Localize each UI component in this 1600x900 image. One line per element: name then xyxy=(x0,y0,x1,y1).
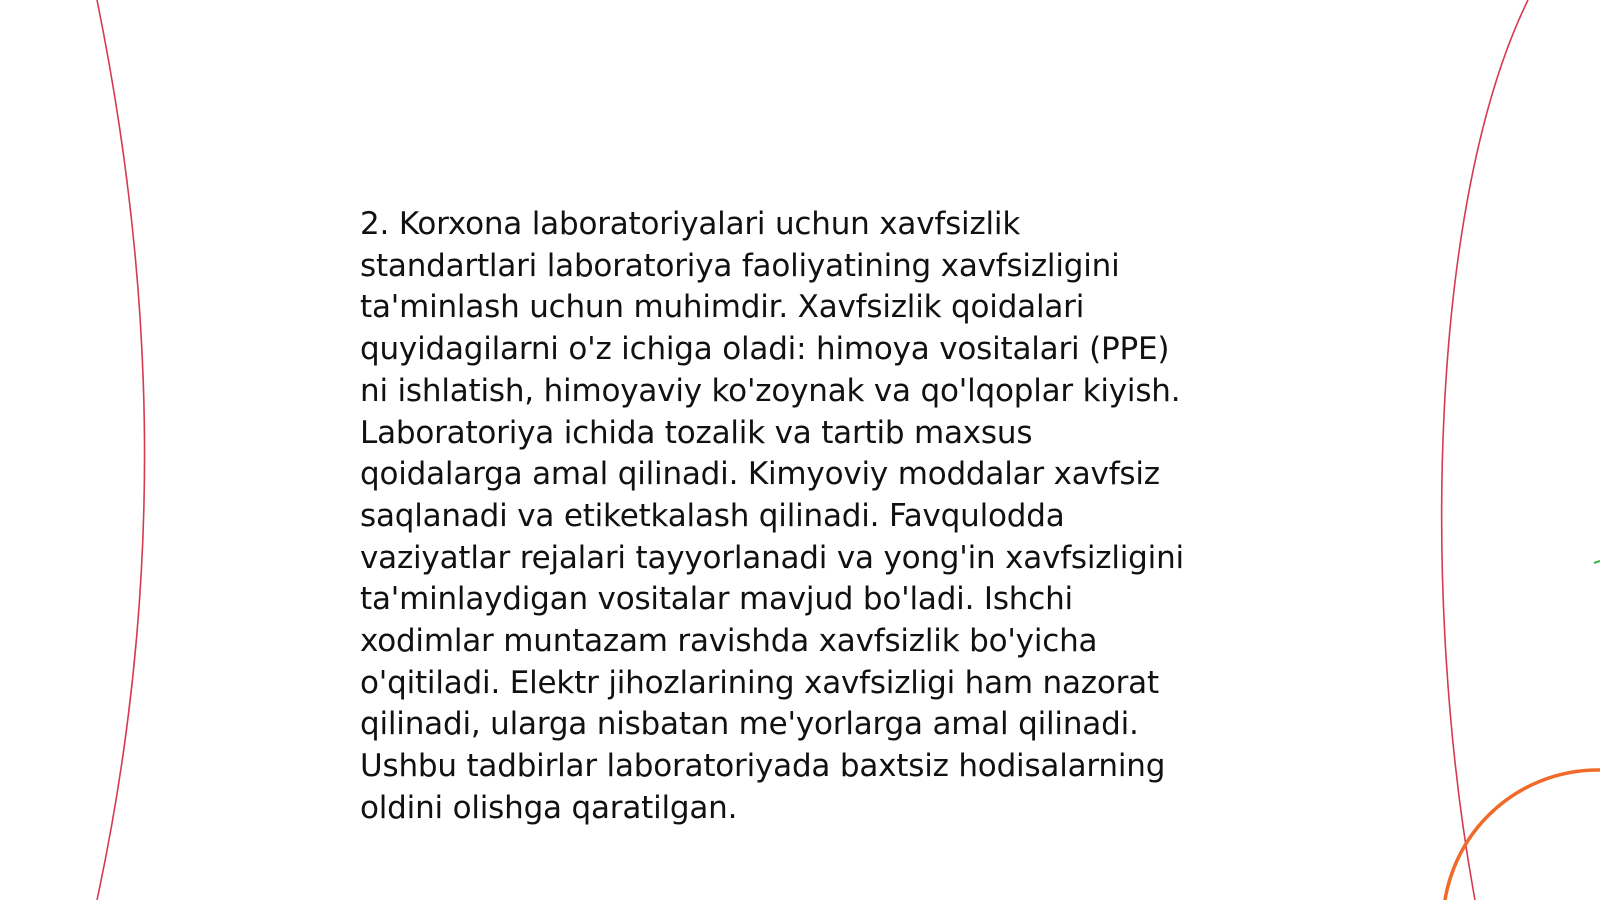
text-line: 2. Korxona laboratoriyalari uchun xavfsizlik xyxy=(360,206,1021,242)
text-line: standartlari laboratoriya faoliyatining xavfsizligini xyxy=(360,247,1120,284)
text-line: saqlanadi va etiketkalash qilinadi. Favqulodda xyxy=(360,497,1065,534)
text-line: Laboratoriya ichida tozalik va tartib maxsus xyxy=(360,414,1033,451)
right-decorative-curve xyxy=(1442,0,1528,900)
text-line: ta'minlaydigan vositalar mavjud bo'ladi. Ishchi xyxy=(360,581,1073,618)
text-line: quyidagilarni o'z ichiga oladi: himoya vositalari (PPE) xyxy=(360,331,1170,368)
text-line: vaziyatlar rejalari tayyorlanadi va yong'in xavfsizligini xyxy=(360,539,1184,576)
text-line: oldini olishga qaratilgan. xyxy=(360,789,738,826)
text-line: o'qitiladi. Elektr jihozlarining xavfsizligi ham nazorat xyxy=(360,664,1159,701)
left-decorative-curve xyxy=(97,0,145,900)
text-line: ni ishlatish, himoyaviy ko'zoynak va qo'lqoplar kiyish. xyxy=(360,372,1181,409)
orange-decorative-circle xyxy=(1443,770,1600,900)
slide-body-text xyxy=(360,204,1240,830)
text-line: qilinadi, ularga nisbatan me'yorlarga amal qilinadi. xyxy=(360,706,1139,743)
text-line: ta'minlash uchun muhimdir. Xavfsizlik qoidalari xyxy=(360,289,1085,326)
text-line: Ushbu tadbirlar laboratoriyada baxtsiz hodisalarning xyxy=(360,748,1166,785)
green-accent-mark xyxy=(1594,561,1600,563)
text-line: qoidalarga amal qilinadi. Kimyoviy moddalar xavfsiz xyxy=(360,456,1160,493)
text-line: xodimlar muntazam ravishda xavfsizlik bo'yicha xyxy=(360,623,1098,660)
